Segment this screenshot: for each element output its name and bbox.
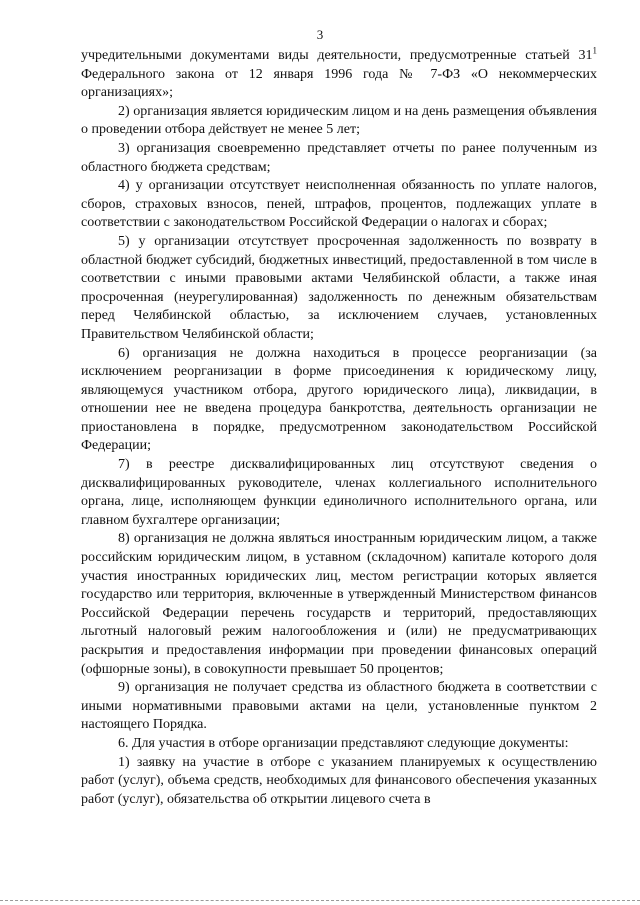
paragraph-section-6: 6. Для участия в отборе организации представляют следующие документы: — [118, 735, 569, 751]
paragraph-item-7: 7) в реестре дисквалифицированных лиц отсутствуют сведения о дисквалифицированных руководителе, членах коллегиального исполнительного органа, лице, исполняющем функции единоличного исполнительного органа, или главном бухгалтере организации; — [81, 457, 597, 528]
footer-divider — [0, 900, 640, 901]
paragraph-item-2: 2) организация является юридическим лицом и на день размещения объявления о проведении отбора действует не менее 5 лет; — [81, 103, 597, 138]
paragraph-item-9: 9) организация не получает средства из областного бюджета в соответствии с иными нормативными правовыми актами на цели, установленные пунктом 2 настоящего Порядка. — [81, 680, 597, 733]
document-body — [81, 47, 597, 809]
paragraph-item-8: 8) организация не должна являться иностранным юридическим лицом, а также российским юридическим лицом, в уставном (складочном) капитале которого доля участия иностранных юридических лиц, местом регистрации которых является государство или территория, включенные в утвержденный Министерством финансов Российской Федерации перечень государств и территорий, предоставляющих льготный налоговый режим налогообложения и (или) не предусматривающих раскрытия и предоставления информации при проведении финансовых операций (офшорные зоны), в совокупности превышает 50 процентов; — [81, 531, 597, 677]
paragraph-section-6-item-1: 1) заявку на участие в отборе с указанием планируемых к осуществлению работ (услуг), объема средств, необходимых для финансового обеспечения указанных работ (услуг), обязательства об открытии лицевого счета в — [81, 754, 597, 807]
superscript-number: 1 — [592, 45, 597, 56]
paragraph-item-5: 5) у организации отсутствует просроченная задолженность по возврату в областной бюджет субсидий, бюджетных инвестиций, предоставленной в том числе в соответствии с иными правовыми актами Челябинской области, а также иная просроченная (неурегулированная) задолженность по денежным обязательствам перед Челябинской областью, за исключением случаев, установленных Правительством Челябинской области; — [81, 233, 597, 342]
paragraph-item-3: 3) организация своевременно представляет отчеты по ранее полученным из областного бюджета средствам; — [81, 140, 597, 175]
paragraph-item-6: 6) организация не должна находиться в процессе реорганизации (за исключением реорганизации в форме присоединения к юридическому лицу, являющемуся участником отбора, другого юридического лица), ликвидации, в отношении нее не введена процедура банкротства, деятельность организации не приостановлена в порядке, предусмотренном законодательством Российской Федерации; — [81, 345, 597, 454]
paragraph-continuation — [81, 47, 597, 103]
paragraph-item-4: 4) у организации отсутствует неисполненная обязанность по уплате налогов, сборов, страховых взносов, пеней, штрафов, процентов, подлежащих уплате в соответствии с законодательством Российской Федерации о налогах и сборах; — [81, 178, 597, 231]
paragraph-text: Федерального закона от 12 января 1996 года № 7-ФЗ «О некоммерческих организациях»; — [81, 66, 597, 101]
page-number: 3 — [316, 27, 324, 42]
paragraph-text: учредительными документами виды деятельности, предусмотренные статьей 31 — [81, 48, 593, 63]
